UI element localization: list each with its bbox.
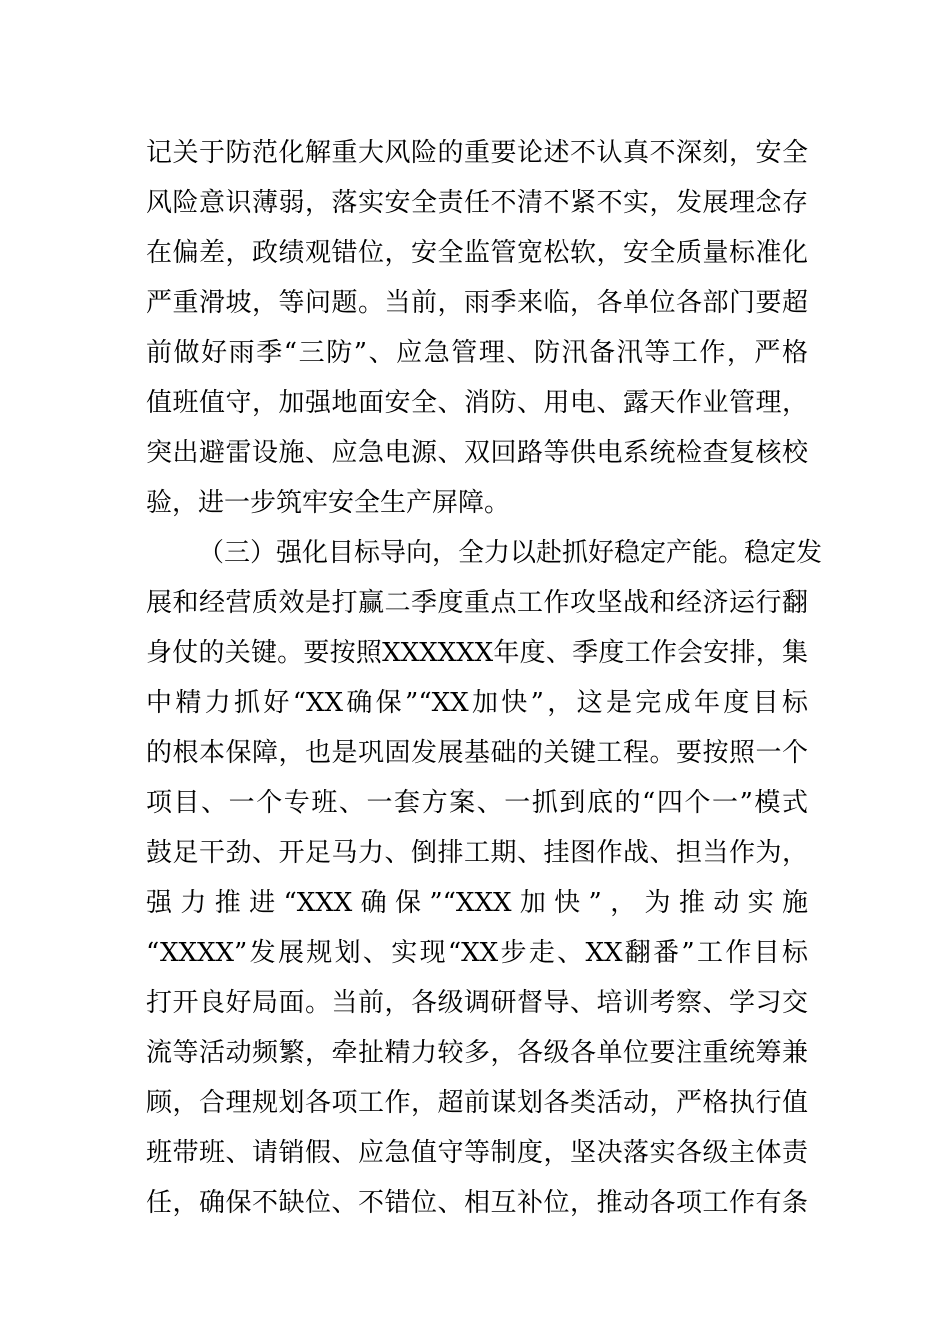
text-line: 风险意识薄弱，落实安全责任不清不紧不实，发展理念存 bbox=[146, 188, 808, 218]
text-line: 的根本保障，也是巩固发展基础的关键工程。要按照一个 bbox=[146, 738, 808, 768]
text-line: 顾，合理规划各项工作，超前谋划各类活动，严格执行值 bbox=[146, 1088, 808, 1118]
text-line: 严重滑坡，等问题。当前，雨季来临，各单位各部门要超 bbox=[146, 288, 808, 318]
paragraph-2 bbox=[146, 528, 823, 1228]
text-line: 展和经营质效是打赢二季度重点工作攻坚战和经济运行翻 bbox=[146, 588, 808, 618]
document-body bbox=[146, 128, 823, 1228]
text-line: “XXXX”发展规划、实现“XX步走、XX翻番”工作目标 bbox=[146, 938, 808, 968]
text-line: 流等活动频繁，牵扯精力较多，各级各单位要注重统筹兼 bbox=[146, 1038, 808, 1068]
text-line: 强力推进“XXX确保”“XXX加快”，为推动实施 bbox=[146, 888, 808, 918]
text-line: 验，进一步筑牢安全生产屏障。 bbox=[146, 488, 511, 518]
text-line: 任，确保不缺位、不错位、相互补位，推动各项工作有条 bbox=[146, 1188, 808, 1218]
text-line: 班带班、请销假、应急值守等制度，坚决落实各级主体责 bbox=[146, 1138, 808, 1168]
paragraph-heading-line: （三）强化目标导向，全力以赴抓好稳定产能。稳定发 bbox=[198, 538, 823, 568]
text-line: 在偏差，政绩观错位，安全监管宽松软，安全质量标准化 bbox=[146, 238, 808, 268]
paragraph-1 bbox=[146, 128, 808, 528]
text-line: 身仗的关键。要按照XXXXXX年度、季度工作会安排，集 bbox=[146, 638, 808, 668]
text-line: 鼓足干劲、开足马力、倒排工期、挂图作战、担当作为， bbox=[146, 838, 808, 868]
text-line: 前做好雨季“三防”、应急管理、防汛备汛等工作，严格 bbox=[146, 338, 808, 368]
text-line: 值班值守，加强地面安全、消防、用电、露天作业管理， bbox=[146, 388, 808, 418]
text-line: 项目、一个专班、一套方案、一抓到底的“四个一”模式 bbox=[146, 788, 808, 818]
text-line: 打开良好局面。当前，各级调研督导、培训考察、学习交 bbox=[146, 988, 808, 1018]
text-line: 突出避雷设施、应急电源、双回路等供电系统检查复核校 bbox=[146, 438, 808, 468]
text-line: 记关于防范化解重大风险的重要论述不认真不深刻，安全 bbox=[146, 138, 808, 168]
text-line: 中精力抓好“XX确保”“XX加快”，这是完成年度目标 bbox=[146, 688, 808, 718]
